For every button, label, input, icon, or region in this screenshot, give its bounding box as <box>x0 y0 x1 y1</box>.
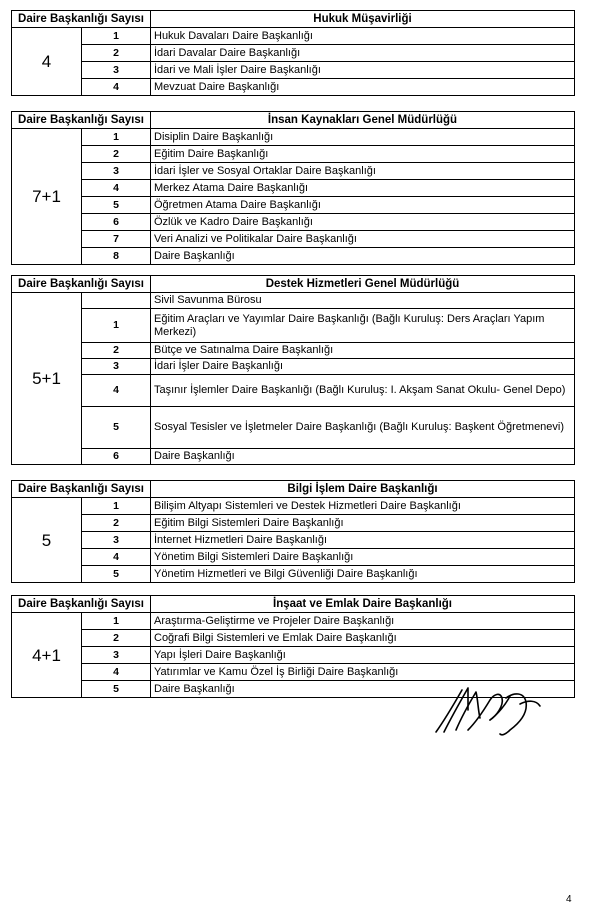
unit-count: 5 <box>12 498 82 583</box>
unit-count: 4 <box>12 28 82 96</box>
row-number: 2 <box>82 146 151 163</box>
row-number: 3 <box>82 359 151 375</box>
row-number: 1 <box>82 498 151 515</box>
section-title: Bilgi İşlem Daire Başkanlığı <box>151 481 575 498</box>
row-number: 4 <box>82 664 151 681</box>
unit-name: Araştırma-Geliştirme ve Projeler Daire Başkanlığı <box>151 613 575 630</box>
row-number: 1 <box>82 613 151 630</box>
unit-name: İdari ve Mali İşler Daire Başkanlığı <box>151 62 575 79</box>
unit-name: İdari Davalar Daire Başkanlığı <box>151 45 575 62</box>
column-header: Daire Başkanlığı Sayısı <box>12 481 151 498</box>
unit-name: Yapı İşleri Daire Başkanlığı <box>151 647 575 664</box>
unit-name: Öğretmen Atama Daire Başkanlığı <box>151 197 575 214</box>
row-number: 1 <box>82 309 151 343</box>
row-number: 7 <box>82 231 151 248</box>
unit-name: Yönetim Hizmetleri ve Bilgi Güvenliği Daire Başkanlığı <box>151 566 575 583</box>
row-number: 2 <box>82 630 151 647</box>
row-number: 4 <box>82 180 151 197</box>
page-number: 4 <box>566 894 572 905</box>
destek-hizmetleri-table <box>11 275 575 465</box>
unit-count: 7+1 <box>12 129 82 265</box>
section-title: Destek Hizmetleri Genel Müdürlüğü <box>151 276 575 293</box>
unit-name: Daire Başkanlığı <box>151 248 575 265</box>
unit-name: Bütçe ve Satınalma Daire Başkanlığı <box>151 343 575 359</box>
row-number: 3 <box>82 62 151 79</box>
unit-name: Eğitim Daire Başkanlığı <box>151 146 575 163</box>
row-number: 1 <box>82 129 151 146</box>
section-title: İnsan Kaynakları Genel Müdürlüğü <box>151 112 575 129</box>
row-number: 4 <box>82 549 151 566</box>
unit-name: Veri Analizi ve Politikalar Daire Başkanlığı <box>151 231 575 248</box>
row-number: 5 <box>82 566 151 583</box>
signature-mark <box>432 680 552 740</box>
row-number: 4 <box>82 375 151 407</box>
row-number: 4 <box>82 79 151 96</box>
unit-name: Coğrafi Bilgi Sistemleri ve Emlak Daire Başkanlığı <box>151 630 575 647</box>
unit-count: 5+1 <box>12 293 82 465</box>
row-number: 6 <box>82 449 151 465</box>
unit-count: 4+1 <box>12 613 82 698</box>
section-title: İnşaat ve Emlak Daire Başkanlığı <box>151 596 575 613</box>
unit-name: Daire Başkanlığı <box>151 681 575 698</box>
row-number: 2 <box>82 515 151 532</box>
row-number: 5 <box>82 407 151 449</box>
column-header: Daire Başkanlığı Sayısı <box>12 112 151 129</box>
unit-name: Bilişim Altyapı Sistemleri ve Destek Hizmetleri Daire Başkanlığı <box>151 498 575 515</box>
row-number: 3 <box>82 647 151 664</box>
row-number: 3 <box>82 532 151 549</box>
unit-name: İdari İşler Daire Başkanlığı <box>151 359 575 375</box>
column-header: Daire Başkanlığı Sayısı <box>12 11 151 28</box>
row-number: 5 <box>82 681 151 698</box>
unit-name: Mevzuat Daire Başkanlığı <box>151 79 575 96</box>
column-header: Daire Başkanlığı Sayısı <box>12 276 151 293</box>
unit-name: İdari İşler ve Sosyal Ortaklar Daire Başkanlığı <box>151 163 575 180</box>
unit-name: Özlük ve Kadro Daire Başkanlığı <box>151 214 575 231</box>
unit-name: Taşınır İşlemler Daire Başkanlığı (Bağlı Kuruluş: I. Akşam Sanat Okulu- Genel Depo) <box>151 375 575 407</box>
unit-name: Sivil Savunma Bürosu <box>151 293 575 309</box>
row-number: 3 <box>82 163 151 180</box>
insan-kaynaklari-table <box>11 111 575 265</box>
unit-name: Merkez Atama Daire Başkanlığı <box>151 180 575 197</box>
unit-name: İnternet Hizmetleri Daire Başkanlığı <box>151 532 575 549</box>
unit-name: Disiplin Daire Başkanlığı <box>151 129 575 146</box>
row-number: 1 <box>82 28 151 45</box>
unit-name: Hukuk Davaları Daire Başkanlığı <box>151 28 575 45</box>
bilgi-islem-table <box>11 480 575 583</box>
column-header: Daire Başkanlığı Sayısı <box>12 596 151 613</box>
section-title: Hukuk Müşavirliği <box>151 11 575 28</box>
row-number: 2 <box>82 343 151 359</box>
row-number <box>82 293 151 309</box>
row-number: 6 <box>82 214 151 231</box>
row-number: 2 <box>82 45 151 62</box>
unit-name: Yönetim Bilgi Sistemleri Daire Başkanlığı <box>151 549 575 566</box>
unit-name: Sosyal Tesisler ve İşletmeler Daire Başkanlığı (Bağlı Kuruluş: Başkent Öğretmenevi) <box>151 407 575 449</box>
hukuk-musavirligi-table <box>11 10 575 96</box>
unit-name: Yatırımlar ve Kamu Özel İş Birliği Daire Başkanlığı <box>151 664 575 681</box>
row-number: 8 <box>82 248 151 265</box>
unit-name: Eğitim Araçları ve Yayımlar Daire Başkanlığı (Bağlı Kuruluş: Ders Araçları Yapım Merkezi) <box>151 309 575 343</box>
unit-name: Eğitim Bilgi Sistemleri Daire Başkanlığı <box>151 515 575 532</box>
unit-name: Daire Başkanlığı <box>151 449 575 465</box>
row-number: 5 <box>82 197 151 214</box>
